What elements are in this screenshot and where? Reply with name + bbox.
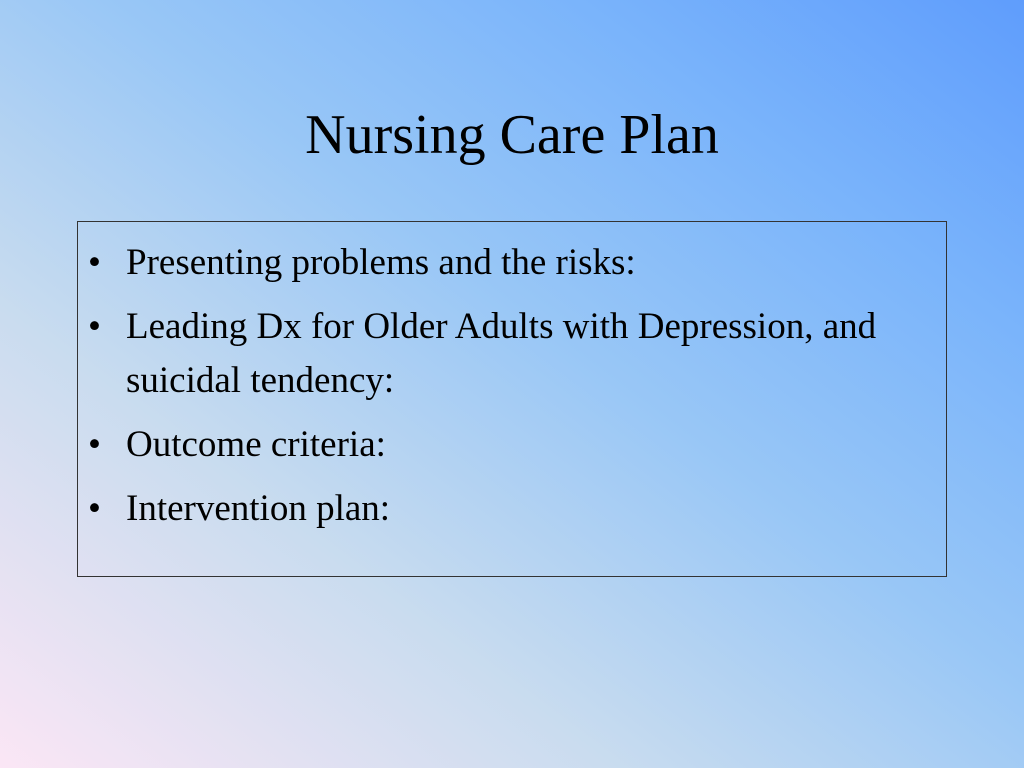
bullet-list	[78, 222, 946, 536]
slide-title: Nursing Care Plan	[305, 104, 719, 166]
bullet-text: Outcome criteria:	[126, 424, 386, 465]
bullet-icon: •	[88, 488, 101, 529]
bullet-text: Presenting problems and the risks:	[126, 242, 636, 283]
content-box	[77, 221, 947, 577]
bullet-icon: •	[88, 306, 101, 347]
bullet-text: Leading Dx for Older Adults with Depression, and suicidal tendency:	[126, 306, 877, 401]
bullet-item-intervention-plan	[78, 482, 946, 536]
bullet-icon: •	[88, 242, 101, 283]
bullet-item-leading-dx	[78, 300, 946, 408]
bullet-item-presenting-problems	[78, 236, 946, 290]
bullet-icon: •	[88, 424, 101, 465]
bullet-text: Intervention plan:	[126, 488, 391, 529]
bullet-item-outcome-criteria	[78, 418, 946, 472]
